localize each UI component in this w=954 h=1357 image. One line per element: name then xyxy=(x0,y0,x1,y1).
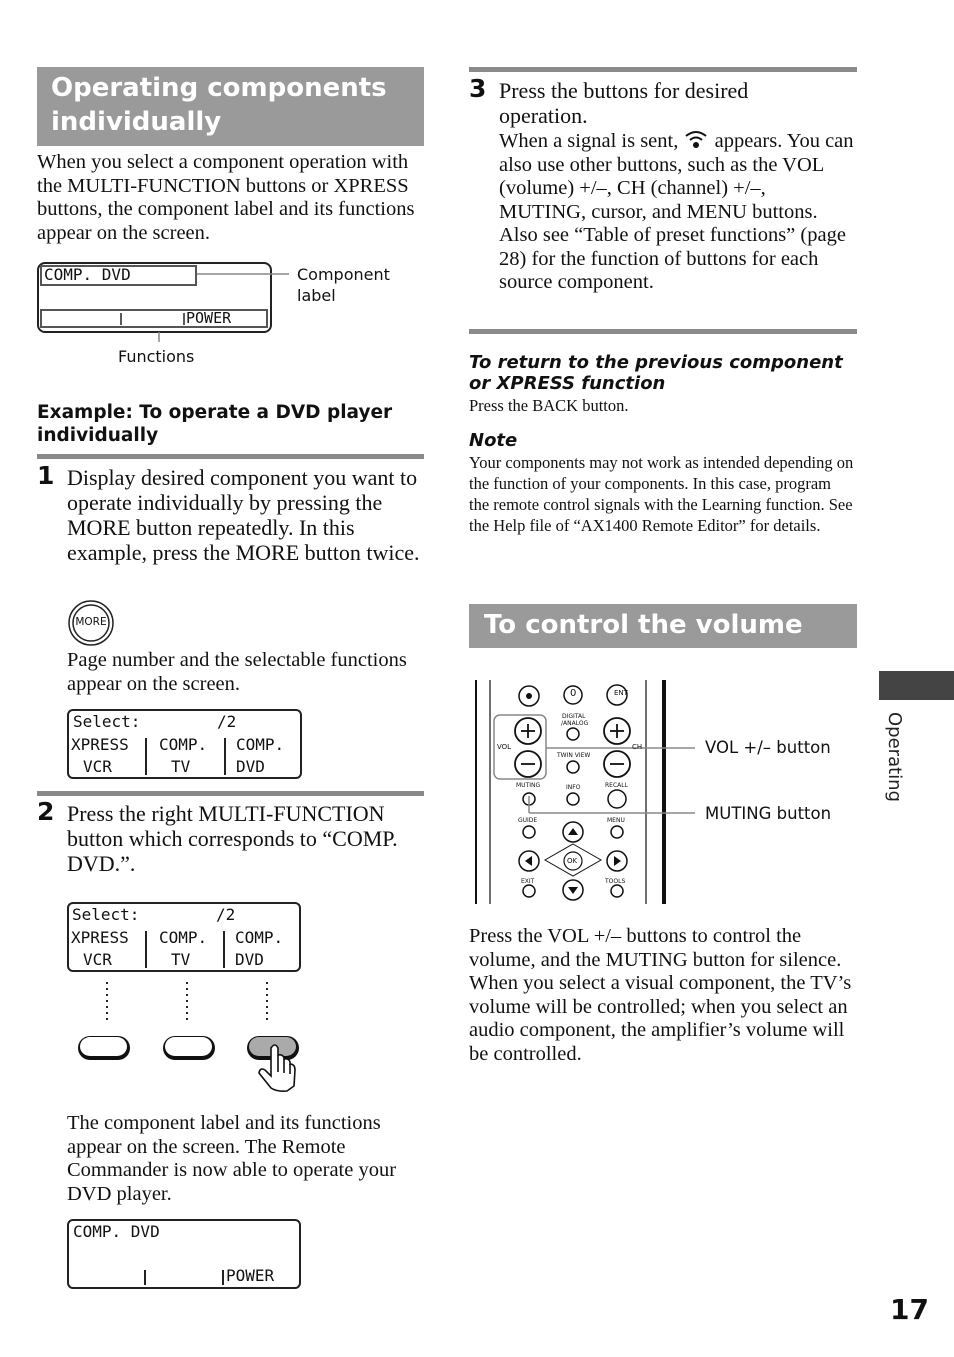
signal-detail-rest: You can also use other buttons, such as the VOL (volume) +/–, CH (channel) +/–, MUTING, cursor, and MENU buttons. xyxy=(499,130,854,223)
remote-analog-label: /ANALOG xyxy=(561,720,589,727)
lcd-col3-top: COMP. xyxy=(236,735,285,754)
muting-button-callout: MUTING button xyxy=(705,804,832,823)
page-number: 17 xyxy=(890,1293,929,1326)
step-2-text: Press the right MULTI-FUNCTION button which corresponds to “COMP. DVD.”. xyxy=(67,801,398,876)
remote-tools-label: TOOLS xyxy=(605,878,626,885)
lcd-select-screen-1 xyxy=(67,709,302,779)
divider-rule xyxy=(469,67,857,72)
remote-graphic xyxy=(469,678,859,906)
return-heading: To return to the previous component or XPRESS function xyxy=(469,352,843,394)
lcd-page-indicator: /2 xyxy=(217,712,237,731)
lcd-col1-top: XPRESS xyxy=(71,928,129,947)
remote-digital-label: DIGITAL xyxy=(562,713,586,720)
volume-paragraph: Press the VOL +/– buttons to control the volume, and the MUTING button for silence. When you select a visual component, the TV’s volume will be controlled; when you select an audio component, the amplifier’s volume will be controlled. xyxy=(469,925,852,1065)
remote-ch-label: CH xyxy=(632,743,643,751)
lcd-diagram-component-label xyxy=(37,262,427,372)
remote-recall-label: RECALL xyxy=(605,782,628,789)
lcd-separator xyxy=(145,931,147,968)
divider-rule xyxy=(37,791,424,796)
signal-detail-after: appears. xyxy=(714,130,783,152)
multi-function-buttons-illustration xyxy=(67,978,317,1098)
remote-exit-label: EXIT xyxy=(521,878,535,885)
multi-function-button-left xyxy=(78,1036,130,1060)
remote-info-label: INFO xyxy=(566,784,581,791)
functions-caption: Functions xyxy=(118,347,195,366)
lcd-final-component: COMP. DVD xyxy=(73,1222,160,1241)
lcd-separator xyxy=(222,1270,224,1285)
remote-guide-label: GUIDE xyxy=(518,817,538,824)
remote-muting-label: MUTING xyxy=(516,782,541,789)
lcd-col3-top: COMP. xyxy=(235,928,284,947)
lcd-final-power: POWER xyxy=(226,1266,275,1285)
lcd-select-title: Select: xyxy=(72,905,140,924)
remote-vol-label: VOL xyxy=(497,743,512,751)
step-number-1: 1 xyxy=(37,461,55,490)
lcd-separator xyxy=(145,738,147,775)
remote-ok-label: OK xyxy=(567,857,578,865)
lcd-col2-top: COMP. xyxy=(159,928,208,947)
lcd-component-text: COMP. DVD xyxy=(44,265,131,284)
note-text: Your components may not work as intended depending on the function of your components. In this case, program the remote control signals with the Learning function. See the Help file of “AX1400 Remote Editor” for details. xyxy=(469,453,854,535)
lcd-col1-bottom: VCR xyxy=(83,757,112,776)
lcd-col2-bottom: TV xyxy=(171,950,191,969)
divider-rule xyxy=(37,454,424,459)
lcd-separator xyxy=(144,1270,146,1285)
remote-twinview-label: TWIN VIEW xyxy=(557,752,591,759)
remote-menu-label: MENU xyxy=(607,817,625,824)
lcd-page-indicator: /2 xyxy=(216,905,236,924)
lcd-final-screen xyxy=(67,1219,301,1289)
more-button-label: MORE xyxy=(75,616,107,628)
lcd-power-text: POWER xyxy=(186,309,232,327)
section-heading-operating-components: Operating components individually xyxy=(37,67,424,146)
lcd-separator xyxy=(224,738,226,775)
step-number-2: 2 xyxy=(37,797,55,826)
step-3-detail xyxy=(499,130,854,295)
signal-detail-before: When a signal is sent, xyxy=(499,130,679,152)
lcd-separator xyxy=(223,931,225,968)
multi-function-button-center xyxy=(163,1036,215,1060)
vol-button-callout: VOL +/– button xyxy=(705,738,831,757)
lcd-select-screen-2 xyxy=(67,902,301,972)
return-text: Press the BACK button. xyxy=(469,396,629,415)
intro-paragraph: When you select a component operation with the MULTI-FUNCTION buttons or XPRESS buttons, the component label and its functions appear on the screen. xyxy=(37,151,415,244)
signal-wave-icon xyxy=(683,130,709,148)
step-1-text: Display desired component you want to operate individually by pressing the MORE button repeatedly. In this example, press the MORE button twice. xyxy=(67,465,420,565)
lcd-col1-bottom: VCR xyxy=(83,950,112,969)
side-tab-label: Operating xyxy=(884,712,905,802)
more-button-icon xyxy=(67,600,115,646)
remote-zero-label: 0 xyxy=(570,688,577,699)
example-heading: Example: To operate a DVD player individually xyxy=(37,402,393,446)
lcd-col2-bottom: TV xyxy=(171,757,191,776)
section-heading-volume: To control the volume xyxy=(469,604,857,648)
lcd-col3-bottom: DVD xyxy=(236,757,265,776)
component-label-caption-1: Component xyxy=(297,265,390,284)
step-1-after: Page number and the selectable functions appear on the screen. xyxy=(67,649,407,695)
remote-ent-label: ENT xyxy=(614,689,628,697)
step-3-text: Press the buttons for desired operation. xyxy=(499,78,749,128)
section-tab-marker xyxy=(879,671,954,700)
step-number-3: 3 xyxy=(469,74,487,103)
lcd-col2-top: COMP. xyxy=(159,735,208,754)
component-label-caption-2: label xyxy=(297,286,336,305)
step-2-after: The component label and its functions appear on the screen. The Remote Commander is now able to operate your DVD player. xyxy=(67,1112,397,1205)
note-heading: Note xyxy=(469,430,518,451)
divider-rule xyxy=(469,329,857,334)
see-also-text: Also see “Table of preset functions” (page 28) for the function of buttons for each source component. xyxy=(499,224,846,293)
lcd-col1-top: XPRESS xyxy=(71,735,129,754)
lcd-select-title: Select: xyxy=(73,712,141,731)
lcd-col3-bottom: DVD xyxy=(235,950,264,969)
remote-control-illustration xyxy=(469,678,859,906)
